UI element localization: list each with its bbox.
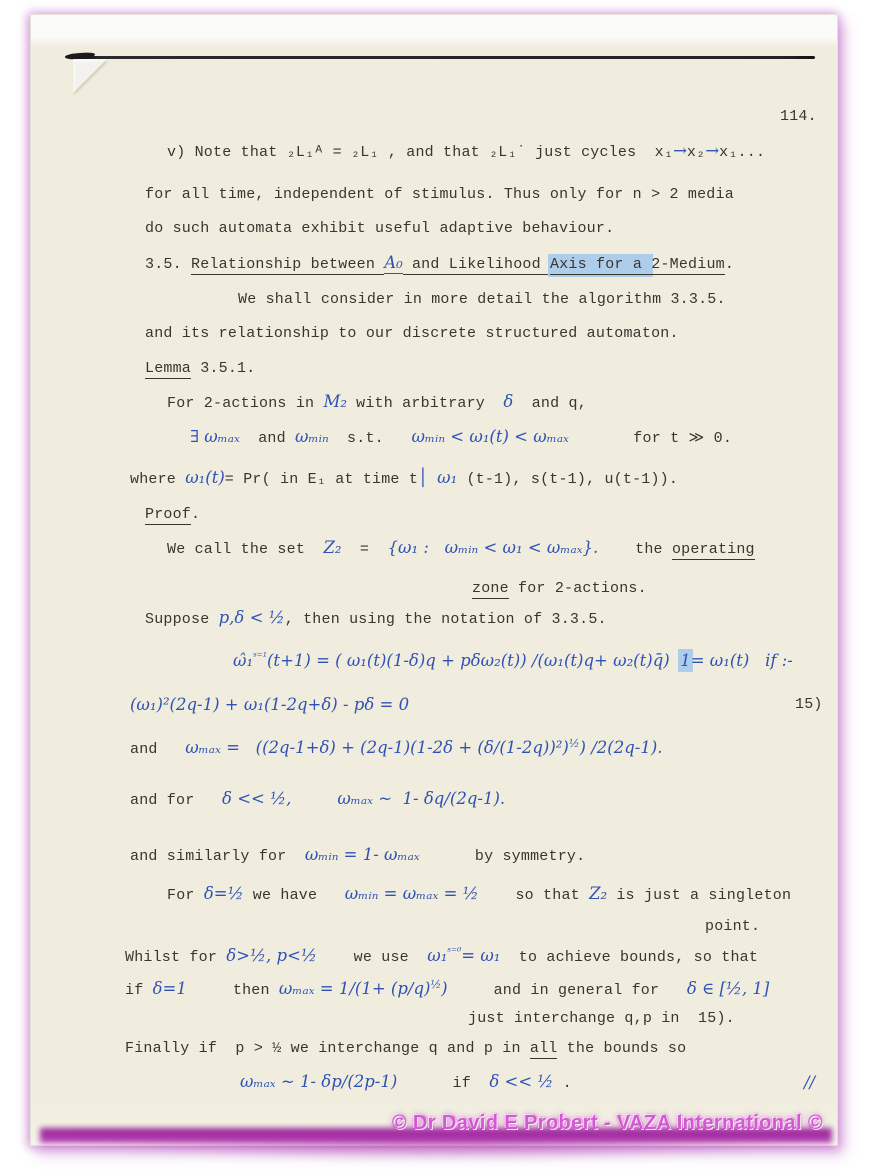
copyright-watermark: © Dr David E Probert - VAZA International © [391, 1112, 823, 1134]
section-3-5-heading: 3.5. Relationship between A₀ and Likelihood Axis for a 2-Medium. [145, 253, 735, 273]
final-equation: ωₘₐₓ ~ 1- δp∕(2p-1) if δ << ½ . [240, 1072, 572, 1092]
suppose-line: Suppose p,δ < ½, then using the notation of 3.3.5. [145, 608, 607, 628]
para-v-line-2: for all time, independent of stimulus. Thus only for n > 2 media [145, 186, 734, 203]
proof-end-mark: // [804, 1073, 816, 1092]
singleton-line-1: For δ=½ we have ωₘᵢₙ = ωₘₐₓ = ½ so that Z₂ is just a singleton [167, 884, 792, 904]
equation-number-15: 15) [795, 696, 823, 713]
para-v-line-3: do such automata exhibit useful adaptive behaviour. [145, 220, 615, 237]
finally-line: Finally if p > ½ we interchange q and p in all the bounds so [125, 1040, 687, 1057]
proof-heading: Proof. [145, 506, 201, 523]
page-number: 114. [780, 108, 817, 125]
equation-quadratic: (ω₁)²(2q-1) + ω₁(1-2q+δ) - pδ = 0 [130, 695, 410, 714]
omega-min-symmetry: and similarly for ωₘᵢₙ = 1- ωₘₐₓ by symmetry. [130, 845, 586, 865]
whilst-line: Whilst for δ>½, p<½ we use ω₁$^{ˢ^{=0}}$= ω₁ to achieve bounds, so that [125, 945, 759, 966]
lemma-line-3: where ω₁(t)= Pr( in E₁ at time t│ ω₁ (t-1), s(t-1), u(t-1)). [130, 468, 679, 488]
singleton-line-2: point. [705, 918, 761, 935]
lemma-line-2: ∃ ωₘₐₓ and ωₘᵢₙ s.t. ωₘᵢₙ < ω₁(t) < ωₘₐₓ for t ≫ 0. [190, 427, 733, 447]
lemma-line-1: For 2-actions in M₂ with arbitrary δ and q, [167, 392, 587, 412]
approx-omega-max: and for δ << ½, ωₘₐₓ ~ 1- δq∕(2q-1). [130, 789, 506, 809]
intro-line-2: and its relationship to our discrete structured automaton. [145, 325, 679, 342]
interchange-line: just interchange q,p in 15). [468, 1010, 735, 1027]
lemma-heading: Lemma 3.5.1. [145, 360, 256, 377]
intro-line-1: We shall consider in more detail the algorithm 3.3.5. [238, 291, 726, 308]
equation-omega-max: and ωₘₐₓ = ((2q-1+δ) + (2q-1)(1-2δ + (δ∕(1-2q))²)$^{\frac{1}{2}}$) ∕2(2q-1). [130, 737, 663, 758]
para-v-line-1: v) Note that ₂L₁ᴬ = ₂L₁ , and that ₂L₁˙ just cycles x₁→x₂→x₁... [167, 141, 766, 161]
delta-1-line: if δ=1 then ωₘₐₓ = 1∕(1+ (p∕q)$^{\frac{1}{2}}$) and in general for δ ∈ [½, 1] [125, 978, 770, 999]
proof-line-1: We call the set Z₂ = {ω₁ : ωₘᵢₙ < ω₁ < ωₘₐₓ}. the operating [167, 538, 755, 558]
proof-line-2: zone for 2-actions. [472, 580, 647, 597]
equation-omega-update: ω̂₁$^{ˢ^{=1}}$(t+1) = ( ω₁(t)(1-δ)q + pδω₂(t)) ∕(ω₁(t)q+ ω₂(t)q̄) 1= ω₁(t) if :- [233, 650, 793, 670]
